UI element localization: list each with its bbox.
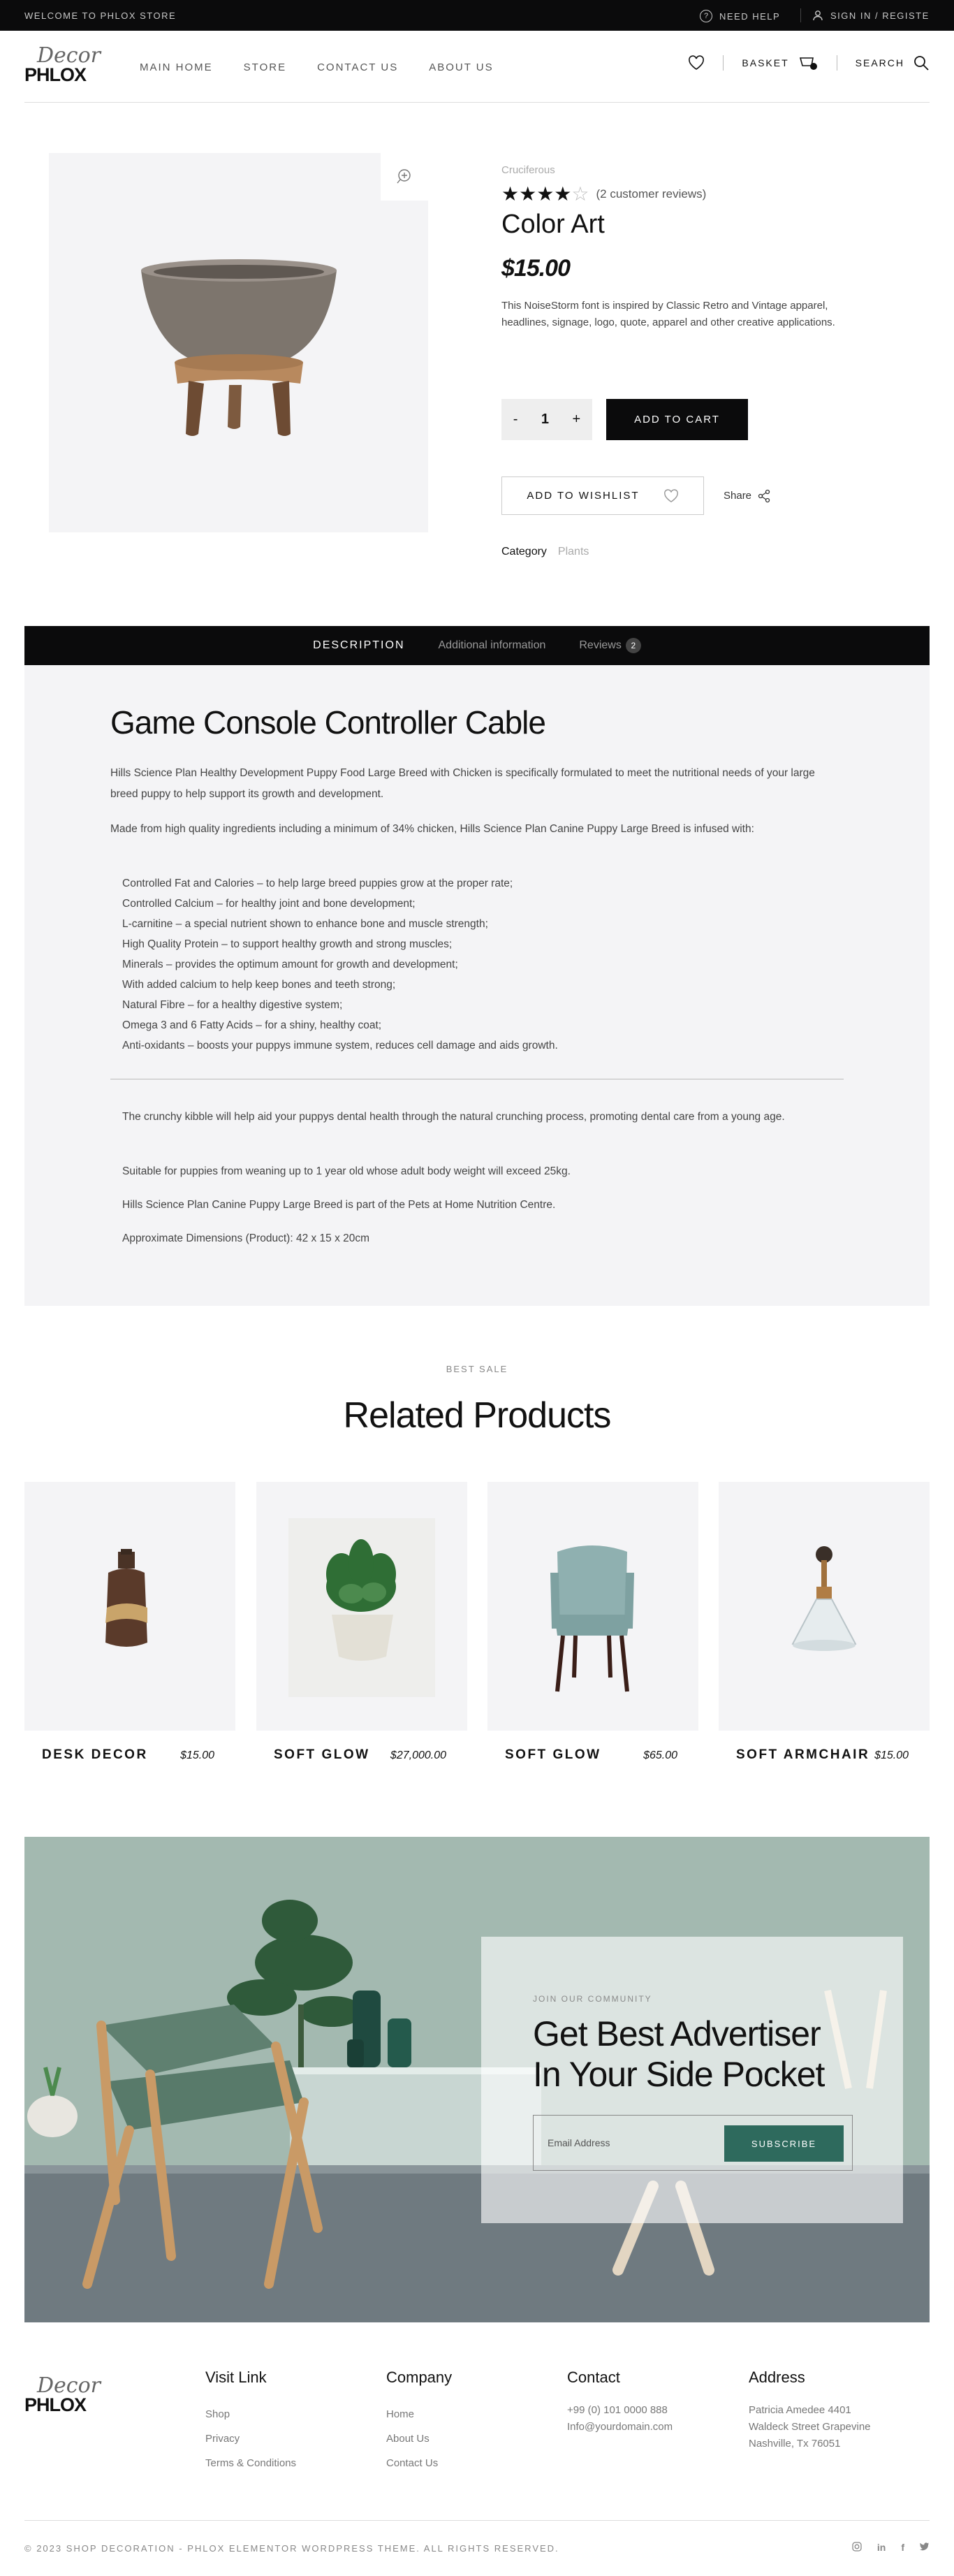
divider bbox=[723, 55, 724, 71]
heart-icon bbox=[663, 489, 679, 503]
welcome-text: WELCOME TO PHLOX STORE bbox=[24, 10, 177, 21]
basket-button[interactable] bbox=[742, 54, 818, 71]
list-item: High Quality Protein – to support healthy growth and strong muscles; bbox=[122, 938, 453, 950]
facebook-icon[interactable]: f bbox=[901, 2542, 904, 2553]
social-links bbox=[852, 2542, 930, 2554]
list-item: Controlled Calcium – for healthy joint and bone development; bbox=[122, 898, 416, 910]
reviews-link[interactable]: (2 customer reviews) bbox=[596, 187, 707, 201]
product-name[interactable]: SOFT ARMCHAIR bbox=[736, 1747, 870, 1762]
footer-logo[interactable] bbox=[24, 2369, 101, 2418]
need-help-label: NEED HELP bbox=[719, 10, 781, 22]
product-card-image[interactable] bbox=[24, 1482, 235, 1731]
logo[interactable] bbox=[24, 39, 101, 88]
plant-image bbox=[256, 1482, 467, 1731]
copyright: © 2023 SHOP DECORATION - PHLOX ELEMENTOR WORDPRESS THEME. ALL RIGHTS RESERVED. bbox=[24, 2543, 559, 2554]
share-button[interactable] bbox=[724, 489, 771, 503]
logo-script: Decor bbox=[37, 43, 101, 68]
header bbox=[0, 31, 954, 103]
qty-increase-button[interactable]: + bbox=[572, 412, 581, 427]
footer-phone[interactable]: +99 (0) 101 0000 888 bbox=[567, 2404, 668, 2416]
zoom-button[interactable] bbox=[381, 153, 428, 201]
related-eyebrow: BEST SALE bbox=[446, 1364, 508, 1374]
product-info bbox=[501, 164, 837, 331]
list-item: Omega 3 and 6 Fatty Acids – for a shiny, healthy coat; bbox=[122, 1019, 382, 1031]
main-nav bbox=[140, 61, 524, 73]
product-price: $65.00 bbox=[643, 1749, 677, 1761]
footer-heading: Contact bbox=[567, 2368, 620, 2386]
nav-main-home[interactable]: MAIN HOME bbox=[140, 61, 213, 73]
footer-contact-column bbox=[567, 2368, 673, 2436]
product-card-image[interactable] bbox=[487, 1482, 698, 1731]
tab-description[interactable]: DESCRIPTION bbox=[313, 639, 405, 651]
qty-value[interactable]: 1 bbox=[541, 412, 550, 427]
product-card[interactable] bbox=[719, 1482, 930, 1762]
logo-word: PHLOX bbox=[24, 64, 87, 85]
list-item: Natural Fibre – for a healthy digestive system; bbox=[122, 999, 343, 1011]
product-card-image[interactable] bbox=[719, 1482, 930, 1731]
footer-visit-column bbox=[205, 2368, 296, 2475]
wishlist-row bbox=[501, 476, 771, 515]
list-item: Minerals – provides the optimum amount for growth and development; bbox=[122, 959, 458, 970]
product-image-bowl bbox=[49, 153, 428, 532]
header-actions bbox=[688, 54, 930, 71]
heart-icon[interactable] bbox=[688, 55, 705, 71]
footer-link-contact[interactable]: Contact Us bbox=[386, 2457, 439, 2469]
footer-divider bbox=[24, 2520, 930, 2521]
footer-link-about[interactable]: About Us bbox=[386, 2433, 430, 2445]
product-price: $15.00 bbox=[501, 255, 570, 282]
product-rating bbox=[501, 184, 837, 204]
product-title: Color Art bbox=[501, 210, 605, 239]
list-item: With added calcium to help keep bones and teeth strong; bbox=[122, 979, 396, 991]
newsletter-heading bbox=[533, 2014, 824, 2095]
email-field[interactable] bbox=[534, 2116, 715, 2170]
newsletter-heading-line2: In Your Side Pocket bbox=[533, 2055, 825, 2094]
zoom-in-icon bbox=[395, 168, 413, 186]
product-name[interactable]: SOFT GLOW bbox=[505, 1747, 601, 1762]
twitter-icon[interactable] bbox=[920, 2542, 930, 2554]
description-paragraph: Suitable for puppies from weaning up to 1 year old whose adult body weight will exceed 25kg. bbox=[122, 1165, 571, 1177]
list-item: Anti-oxidants – boosts your puppys immune system, reduces cell damage and aids growth. bbox=[122, 1040, 558, 1051]
qty-decrease-button[interactable]: - bbox=[513, 412, 518, 427]
newsletter-banner bbox=[24, 1837, 930, 2322]
newsletter-box bbox=[481, 1937, 903, 2223]
user-icon bbox=[812, 10, 823, 21]
footer-address-line: Nashville, Tx 76051 bbox=[749, 2438, 841, 2450]
rating-stars: ★★★★☆ bbox=[501, 183, 589, 205]
related-title: Related Products bbox=[343, 1395, 611, 1436]
product-price: $27,000.00 bbox=[390, 1749, 446, 1761]
share-icon bbox=[757, 489, 771, 503]
linkedin-icon[interactable]: in bbox=[876, 2542, 886, 2553]
logo-script: Decor bbox=[37, 2373, 101, 2398]
product-card-image[interactable] bbox=[256, 1482, 467, 1731]
product-tabs bbox=[24, 626, 930, 665]
tab-reviews[interactable] bbox=[579, 638, 640, 653]
product-category bbox=[501, 546, 589, 558]
category-value-link[interactable]: Plants bbox=[557, 546, 589, 558]
instagram-icon[interactable] bbox=[852, 2542, 862, 2554]
newsletter-eyebrow: JOIN OUR COMMUNITY bbox=[533, 1994, 652, 2004]
description-paragraph: The crunchy kibble will help aid your puppys dental health through the natural crunching process, promoting dental care from a young age. bbox=[122, 1111, 785, 1123]
product-gallery bbox=[49, 153, 428, 532]
nav-about-us[interactable]: ABOUT US bbox=[429, 61, 494, 73]
product-card-meta bbox=[505, 1747, 677, 1763]
basket-icon bbox=[799, 54, 819, 71]
footer-link-shop[interactable]: Shop bbox=[205, 2408, 230, 2420]
vase-image bbox=[24, 1482, 235, 1731]
list-item: L-carnitine – a special nutrient shown to enhance bone and muscle strength; bbox=[122, 918, 488, 930]
nav-contact-us[interactable]: CONTACT US bbox=[317, 61, 399, 73]
description-list bbox=[122, 873, 558, 1056]
product-category-top[interactable]: Cruciferous bbox=[501, 164, 555, 176]
description-panel bbox=[24, 665, 930, 1306]
search-button[interactable] bbox=[856, 54, 930, 71]
reviews-count-badge: 2 bbox=[626, 638, 641, 653]
footer-address-column bbox=[749, 2368, 871, 2452]
chair-image bbox=[487, 1482, 698, 1731]
nav-store[interactable]: STORE bbox=[243, 61, 287, 73]
footer-address-line: Patricia Amedee 4401 bbox=[749, 2404, 851, 2416]
footer-link-privacy[interactable]: Privacy bbox=[205, 2433, 240, 2445]
footer-heading: Visit Link bbox=[205, 2368, 267, 2386]
share-label: Share bbox=[724, 490, 752, 502]
footer-company-column bbox=[386, 2368, 452, 2475]
product-card[interactable] bbox=[256, 1482, 467, 1762]
tab-reviews-label: Reviews bbox=[579, 639, 622, 651]
wishlist-label: ADD TO WISHLIST bbox=[527, 490, 640, 502]
add-to-cart-button[interactable]: ADD TO CART bbox=[606, 399, 748, 440]
product-name[interactable]: DESK DECOR bbox=[42, 1747, 148, 1762]
sign-in-link[interactable] bbox=[812, 10, 930, 21]
newsletter-heading-line1: Get Best Advertiser bbox=[533, 2014, 821, 2053]
search-icon bbox=[913, 54, 930, 71]
product-price: $15.00 bbox=[874, 1749, 909, 1761]
header-divider bbox=[24, 102, 930, 103]
newsletter-form bbox=[533, 2115, 853, 2171]
list-item: Controlled Fat and Calories – to help large breed puppies grow at the proper rate; bbox=[122, 878, 513, 889]
quantity-stepper bbox=[501, 399, 592, 440]
product-price: $15.00 bbox=[180, 1749, 214, 1761]
search-label: SEARCH bbox=[855, 57, 904, 68]
purchase-row bbox=[501, 399, 748, 440]
product-description: This NoiseStorm font is inspired by Classic Retro and Vintage apparel, headlines, signage, logo, quote, apparel and other creative applications. bbox=[501, 300, 835, 328]
help-icon: ? bbox=[700, 10, 712, 22]
product-card-meta bbox=[42, 1747, 214, 1763]
product-card-meta bbox=[736, 1747, 909, 1763]
description-paragraph: Approximate Dimensions (Product): 42 x 15 x 20cm bbox=[122, 1232, 370, 1244]
divider bbox=[800, 8, 801, 22]
footer-address-line: Waldeck Street Grapevine bbox=[749, 2421, 871, 2433]
footer-heading: Company bbox=[386, 2368, 453, 2386]
footer-email[interactable]: Info@yourdomain.com bbox=[567, 2421, 673, 2433]
logo-word: PHLOX bbox=[24, 2394, 87, 2415]
footer-link-terms[interactable]: Terms & Conditions bbox=[205, 2457, 297, 2469]
product-name[interactable]: SOFT GLOW bbox=[274, 1747, 370, 1762]
description-paragraph: Hills Science Plan Healthy Development Puppy Food Large Breed with Chicken is specifically formulated to meet the nutritional needs of your large breed puppy to help support its growth and development. bbox=[110, 767, 815, 800]
subscribe-button[interactable]: SUBSCRIBE bbox=[724, 2125, 844, 2162]
sign-in-label: SIGN IN / REGISTE bbox=[830, 10, 930, 21]
add-to-wishlist-button[interactable] bbox=[501, 476, 704, 515]
category-label: Category bbox=[501, 546, 547, 558]
tab-additional-information[interactable]: Additional information bbox=[438, 639, 546, 651]
product-card[interactable] bbox=[487, 1482, 698, 1762]
description-paragraph: Hills Science Plan Canine Puppy Large Breed is part of the Pets at Home Nutrition Centre. bbox=[122, 1199, 556, 1211]
need-help-link[interactable] bbox=[700, 10, 780, 22]
footer-link-home[interactable]: Home bbox=[386, 2408, 415, 2420]
product-card-meta bbox=[274, 1747, 446, 1763]
description-paragraph: Made from high quality ingredients including a minimum of 34% chicken, Hills Science Plan Canine Puppy Large Breed is infused with: bbox=[110, 823, 754, 835]
description-title: Game Console Controller Cable bbox=[110, 704, 545, 741]
product-card[interactable] bbox=[24, 1482, 235, 1762]
pendant-lamp-image bbox=[719, 1482, 930, 1731]
basket-label: BASKET bbox=[742, 57, 789, 68]
top-bar bbox=[0, 0, 954, 31]
footer-heading: Address bbox=[749, 2368, 805, 2386]
